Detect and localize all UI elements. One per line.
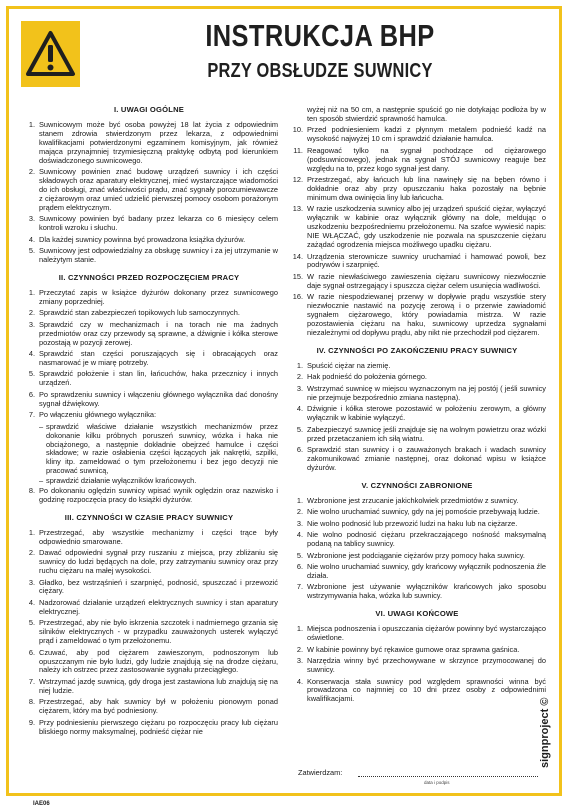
list-item (288, 147, 546, 174)
list-item (20, 549, 278, 576)
list-item (288, 446, 546, 473)
list-item (288, 176, 546, 203)
list-item-text: Po sprawdzeniu suwnicy i włączeniu głównego wyłącznika dać donośny sygnał dźwiękowy. (39, 389, 278, 408)
list-item-text: Sprawdzić stan suwnicy i o zauważonych brakach i wadach suwnicy zakomunikować zmianie następnej, oraz dokonać wpisu w książce dyżurów. (307, 445, 546, 472)
list-item-text: W razie niespodziewanej przerwy w dopływie prądu wszystkie stery niezwłocznie nastawić na pozycję zerową i o przerwie zawiadomić sygnałem ciężarowego, który powiadamia mistrza. W razie pozostawienia ciężaru na haku, suwnicowy uprzedza sygnałami niezależnymi od dopływu prądu, aby nikt nie przechodził pod ciężarem. (307, 292, 546, 337)
list-item-number: 2. (296, 507, 303, 517)
list-item (288, 657, 546, 675)
list-item-text: Wstrzymać jazdę suwnicą, gdy droga jest zastawiona lub znajdują się na niej ludzie. (39, 676, 278, 695)
list-item (288, 583, 546, 601)
list-item (20, 309, 278, 318)
list-item-text: W razie niewłaściwego zawieszenia ciężaru suwnicowy niezwłocznie daje sygnał ostrzegający i spuszcza ciężar celem usunięcia wadliwości. (307, 271, 546, 290)
list-item (288, 508, 546, 517)
list-item-number: 4. (28, 349, 35, 358)
list-item-number: 2. (28, 167, 35, 177)
list-item-number: 8. (28, 697, 35, 707)
section-heading: VI. UWAGI KOŃCOWE (375, 609, 459, 619)
section-2-sublist (20, 423, 278, 486)
section-2-list (20, 289, 278, 420)
list-item-number: 6. (28, 389, 35, 399)
list-item-number: 11. (293, 145, 303, 155)
list-item (288, 373, 546, 382)
list-item-text: Konserwacja stała suwnicy pod względem sprawności winna być prowadzona co najmniej co 10 dni przez osoby z odpowiednimi kwalifikacjami. (307, 676, 546, 704)
list-item-text: Nadzorować działanie urządzeń elektrycznych suwnicy i stan aparatury elektrycznej. (39, 597, 278, 616)
list-item (288, 625, 546, 643)
list-item-number: 2. (28, 548, 35, 558)
list-item-text: Gładko, bez wstrząśnień i szarpnięć, podnosić, spuszczać i przewozić ciężary. (39, 577, 278, 596)
list-item-text: Sprawdzić położenie i stan lin, łańcuchów, haka przecznicy i innych urządzeń. (39, 369, 278, 388)
list-item-text: Dla każdej suwnicy powinna być prowadzona książka dyżurów. (39, 234, 246, 244)
list-item (288, 552, 546, 561)
list-item-text: Nie wolno podnosić lub przewozić ludzi na haku lub na ciężarze. (307, 518, 518, 528)
section-heading: III. CZYNNOŚCI W CZASIE PRACY SUWNICY (64, 512, 234, 522)
list-item-text: Suwnicowy powinien być badany przez lekarza co 6 miesięcy celem kontroli wzroku i słuchu. (39, 214, 278, 233)
list-item (288, 385, 546, 403)
list-item (20, 370, 278, 388)
list-item (288, 293, 546, 338)
list-item-text: Sprawdzić stan części poruszających się i obracających oraz nasmarować je w miarę potrzeby. (39, 349, 278, 367)
list-item (20, 391, 278, 409)
list-item (288, 205, 546, 250)
dash-bullet: – (39, 421, 44, 431)
list-item (20, 599, 278, 617)
list-item-number: 6. (28, 647, 35, 657)
brand-label: signproject © (539, 697, 551, 768)
list-item-number: 14. (292, 251, 303, 261)
section-heading: V. CZYNNOŚCI ZABRONIONE (361, 480, 473, 490)
list-item-text: W kabinie powinny być rękawice gumowe oraz sprawna gaśnica. (307, 644, 520, 654)
list-item-text: Wzbronione jest podciąganie ciężarów przy pomocy haka suwnicy. (307, 550, 525, 560)
list-item (20, 289, 278, 307)
list-item-number: 12. (292, 175, 303, 185)
list-item (288, 646, 546, 655)
signature-caption: data i podpis (424, 780, 450, 785)
list-item-number: 2. (296, 372, 303, 382)
list-item-number: 5. (28, 246, 35, 256)
list-item-text: Nie wolno uruchamiać suwnicy, gdy krańcowy wyłącznik podnoszenia źle działa. (307, 562, 546, 580)
list-item-text: Przestrzegać, aby nie było iskrzenia szczotek i nadmiernego grzania się silników elektrycznych - w przypadku zauważonych usterek wyłączyć prąd i zameldować o tym przełożonemu. (39, 618, 278, 646)
list-item (20, 247, 278, 265)
list-item-text: Spuścić ciężar na ziemię. (307, 360, 391, 370)
dash-bullet: – (39, 476, 44, 486)
list-item-number: 1. (28, 527, 35, 537)
list-item-text: Nie wolno podnosić ciężaru przekraczającego nośność maksymalną podaną na tablicy suwnicy. (307, 530, 546, 549)
list-item-number: 5. (28, 369, 35, 379)
list-item-number: 4. (296, 404, 303, 414)
section-3-list-continued (288, 126, 546, 338)
section-4-list (288, 362, 546, 473)
list-item-number: 4. (296, 530, 303, 540)
list-item-number: 3. (296, 383, 303, 393)
section-heading: IV. CZYNNOŚCI PO ZAKOŃCZENIU PRACY SUWNICY (316, 345, 518, 355)
list-item-number: 2. (296, 644, 303, 654)
list-item (288, 426, 546, 444)
list-item-text: Przy podniesieniu pierwszego ciężaru po rozpoczęciu pracy lub ciężaru bliskiego normy maksymalnej, podnieść ciężar nie (39, 717, 278, 736)
list-item (288, 362, 546, 371)
list-item-number: 4. (28, 597, 35, 607)
signature-block (298, 768, 450, 785)
list-item-number: 3. (28, 319, 35, 329)
list-item-number: 6. (296, 445, 303, 455)
list-item-number: 4. (296, 676, 303, 686)
list-item-text: Wzbronione jest zrzucanie jakichkolwiek przedmiotów z suwnicy. (307, 495, 519, 505)
list-item (20, 579, 278, 597)
list-item-number: 10. (292, 125, 303, 135)
list-item-number: 16. (292, 292, 303, 302)
list-item-text: Suwnicowy jest odpowiedzialny za obsługę suwnicy i za jej utrzymanie w należytym stanie. (39, 246, 278, 264)
list-item-text: Wstrzymać suwnicę w miejscu wyznaczonym na jej postój ( jeśli suwnicy nie przejmuje bezpośrednio zmiana następna). (307, 383, 546, 402)
sub-list-item (20, 477, 278, 486)
list-item-text: Czuwać, aby pod ciężarem zawieszonym, podnoszonym lub opuszczanym nie było ludzi, gdy ludzie znajdują się na drodze ciężaru, należy ich ostrzec przez zastosowanie sygnału przeciągłego. (39, 647, 278, 675)
section-1-list (20, 121, 278, 265)
list-item (20, 529, 278, 547)
approved-label: Zatwierdzam: (298, 768, 343, 777)
list-item (288, 678, 546, 705)
list-item-text: Suwnicowy powinien znać budowę urządzeń suwnicy i ich części składowych oraz aparatury elektrycznej, mieć wystarczające wiadomości do ich obsługi, znać właściwości prądu, znać sygnały porozumiewawcze z ciężarowym oraz umieć udzielić pierwszej pomocy osobom porażonym prądem elektrycznym. (39, 167, 278, 212)
list-item-number: 5. (28, 618, 35, 628)
list-item-number: 7. (28, 410, 35, 420)
list-item-text: Dawać odpowiedni sygnał przy ruszaniu z miejsca, przy zbliżaniu się suwnicy do ludzi będących na dole, przy zatrzymaniu suwnicy oraz przy ruchu ciężaru na małej wysokości. (39, 548, 278, 575)
list-item (288, 497, 546, 506)
list-item-text: Suwnicowym może być osoba powyżej 18 lat życia z odpowiednim stanem zdrowia stwierdzonym przez lekarza, z odpowiednimi kwalifikacjami potwierdzonymi egzaminem komisyjnym, jak również mająca przynajmniej trzymiesięczną praktykę odbytą pod kierunkiem doświadczonego suwnicowego. (39, 119, 278, 165)
section-heading: II. CZYNNOŚCI PRZED ROZPOCZĘCIEM PRACY (58, 272, 240, 282)
list-item-text: Urządzenia sterownicze suwnicy uruchamiać i hamować powoli, bez podrywów i szarpnięć. (307, 251, 546, 270)
list-item-text: Sprawdzić czy w mechanizmach i na torach nie ma żadnych przedmiotów oraz czy przewody są sprawne, a dźwignie i kółka sterowe pozostają w pozycji zerowej. (39, 319, 278, 347)
list-item-number: 3. (296, 656, 303, 666)
list-item (20, 350, 278, 368)
list-item-continuation: wyżej niż na 50 cm, a następnie spuścić go nie dotykając podłoża by w ten sposób stwierdzić sprawność hamulca. (307, 105, 546, 123)
list-item-number: 3. (28, 577, 35, 587)
list-item-text: Po włączeniu głównego wyłącznika: (39, 410, 157, 420)
list-item-text: Reagować tylko na sygnał pochodzące od ciężarowego (podsuwnicowego), jednak na sygnał STÓJ suwnicowy reaguje bez względu na to, przez kogo sygnał jest dany. (307, 145, 546, 173)
list-item (20, 698, 278, 716)
sub-list-item (20, 423, 278, 476)
list-item-text: Przed podniesieniem kadzi z płynnym metalem podnieść kadź na wysokość najwyżej 10 cm i sprawdzić działanie hamulca. (307, 125, 546, 144)
list-item-number: 1. (28, 287, 35, 297)
list-item-number: 1. (296, 360, 303, 370)
list-item-text: Przestrzegać, aby wszystkie mechanizmy i części trące były odpowiednio smarowane. (39, 527, 278, 546)
list-item-text: Przeczytać zapis w książce dyżurów dokonany przez suwnicowego zmiany poprzedniej. (39, 287, 278, 306)
list-item-text: Przestrzegać, aby łańcuch lub lina nawinęły się na bęben równo i dokładnie oraz aby przy opuszczaniu haka pozostały na bębnie minimum dwa owinięcia liny lub łańcucha. (307, 175, 546, 202)
list-item (20, 719, 278, 737)
list-item (20, 215, 278, 233)
list-item-text: Przestrzegać, aby hak suwnicy był w położeniu pionowym ponad ciężarem, który ma być podniesiony. (39, 697, 278, 716)
list-item (20, 168, 278, 213)
section-3-list (20, 529, 278, 737)
list-item (20, 619, 278, 646)
list-item (20, 321, 278, 348)
list-item-number: 6. (296, 562, 303, 572)
list-item (288, 531, 546, 549)
list-item (20, 121, 278, 166)
list-item-number: 9. (28, 717, 35, 727)
list-item (288, 405, 546, 423)
list-item (288, 253, 546, 271)
sub-list-item-text: sprawdzić właściwe działanie wszystkich mechanizmów przez dokonanie kilku próbnych poruszeń suwnicy, wózka i haka nie obciążonego, a następnie dokładnie obejrzeć hamulce i części składowe; w razie osłabienia części łączących jak nakrętki, szpilki, kliny itp. zameldować o tym przełożonemu i bez jego decyzji nie pracować suwnicą, (46, 421, 278, 476)
list-item (288, 126, 546, 144)
list-item-text: Dźwignie i kółka sterowe pozostawić w położeniu zerowym, a główny wyłącznik w kabinie wyłączyć. (307, 404, 546, 423)
list-item (288, 273, 546, 291)
list-item-text: Nie wolno uruchamiać suwnicy, gdy na jej pomoście przebywają ludzie. (307, 507, 540, 517)
list-item-number: 5. (296, 550, 303, 560)
list-item-number: 1. (296, 495, 303, 505)
left-column (20, 106, 278, 739)
list-item-text: Zabezpieczyć suwnicę jeśli znajduje się na wolnym powietrzu oraz wózki przed przetaczaniem ich siłą wiatru. (307, 424, 546, 443)
list-item-text: Hak podnieść do położenia górnego. (307, 372, 427, 382)
list-item-number: 5. (296, 424, 303, 434)
list-item-number: 3. (28, 214, 35, 224)
section-6-list (288, 625, 546, 704)
list-item-number: 2. (28, 308, 35, 318)
list-item-number: 1. (28, 119, 35, 129)
list-item (288, 520, 546, 529)
list-item-text: Miejsca podnoszenia i opuszczania ciężarów powinny być wystarczająco oświetlone. (307, 624, 546, 643)
section-heading: I. UWAGI OGÓLNE (113, 105, 185, 114)
section-5-list (288, 497, 546, 602)
list-item-text: Narzędzia winny być przechowywane w skrzynce przymocowanej do suwnicy. (307, 656, 546, 674)
list-item-number: 7. (28, 676, 35, 686)
list-item: 8. Po dokonaniu oględzin suwnicy wpisać wynik oględzin oraz nazwisko i godzinę rozpoczęcia pracy do książki dyżurów. (28, 486, 278, 504)
product-code: IAE06 (33, 801, 50, 807)
list-item-number: 15. (292, 271, 303, 281)
list-item (20, 411, 278, 420)
list-item (20, 678, 278, 696)
list-item-text: Sprawdzić stan zabezpieczeń topikowych lub samoczynnych. (39, 308, 240, 318)
list-item-number: 4. (28, 234, 35, 244)
right-column (288, 106, 546, 707)
page-subtitle: PRZY OBSŁUDZE SUWNICY (207, 60, 433, 82)
list-item (288, 563, 546, 581)
list-item-number: 1. (296, 624, 303, 634)
list-item-number: 3. (296, 518, 303, 528)
list-item (20, 649, 278, 676)
list-item-text: W razie uszkodzenia suwnicy albo jej urządzeń spuścić ciężar, wyłączyć wyłącznik w kabinie oraz wyłącznik główny na dole, meldując o uszkodzeniu bezpośredniemu przełożonemu. Na szafce wywiesić napis: NIE WŁĄCZAĆ, gdy uszkodzenie nie pozwala na spuszczenie ciężaru zażądać ogrodzenia miejsca możliwego upadku ciężaru. (307, 204, 546, 250)
warning-triangle-icon (21, 21, 80, 87)
list-item-number: 13. (292, 204, 303, 214)
list-item-text: Wzbronione jest używanie wyłączników krańcowych jako sposobu wstrzymywania haka, wózka lub suwnicy. (307, 582, 546, 601)
signature-line (358, 776, 538, 777)
list-item (20, 236, 278, 245)
page-title: INSTRUKCJA BHP (205, 18, 435, 53)
list-item-number: 7. (296, 582, 303, 592)
sub-list-item-text: sprawdzić działanie wyłączników krańcowych. (46, 476, 197, 486)
